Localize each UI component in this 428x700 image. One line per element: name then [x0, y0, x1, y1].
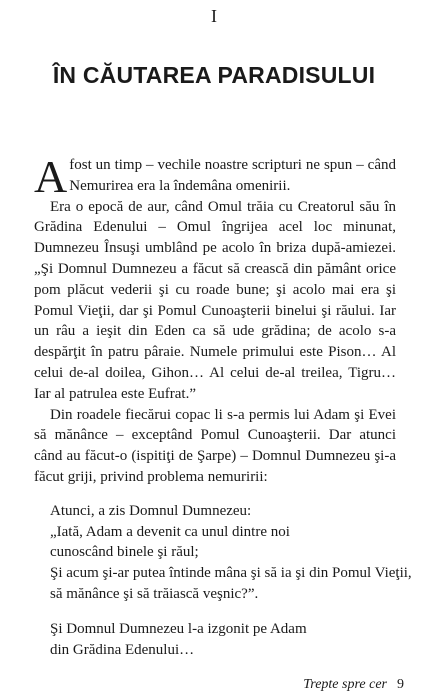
drop-cap: A — [34, 151, 68, 202]
closing-line: din Grădina Edenului… — [50, 641, 195, 658]
paragraph-2: Era o epocă de aur, când Omul trăia cu Creatorul său în Grădina Edenului – Omul îngrijea acel loc minunat, Dumnezeu Însuşi umblând pe acolo în briza după-amiezei. „Şi Domnul Dumnezeu a făcut să crească din pământ orice pom plăcut vederii şi cu roade bune; şi acolo mai era şi Pomul Vieţii, dar şi Pomul Cunoaşterii binelui şi răului. Iar un râu a ieşit din Eden ca să ude grădina; de acolo s-a despărţit în patru pâraie. Numele primului este Pison… Al celui de-al doilea, Gihon… Al celui de-al treilea, Tigru… Iar al patrulea este Eufrat.” — [34, 198, 396, 402]
paragraph-1 — [34, 151, 396, 202]
scripture-quote — [50, 501, 412, 605]
body-text — [34, 151, 412, 660]
page-footer — [303, 677, 404, 693]
quote-line: cunoscând binele şi răul; — [50, 544, 199, 561]
closing-lines — [50, 619, 396, 661]
running-title: Trepte spre cer — [303, 677, 387, 692]
paragraph-3: Din roadele fiecărui copac li s-a permis lui Adam şi Evei să mănânce – exceptând Pomul Cunoaşterii. Dar atunci când au făcut-o (ispitiţi de Şarpe) – Domnul Dumnezeu şi-a făcut griji, privind problema nemuririi: — [34, 406, 396, 485]
chapter-title: ÎN CĂUTAREA PARADISULUI — [52, 62, 376, 88]
quote-line: să mănânce şi să trăiască veşnic?”. — [50, 585, 259, 602]
page-number: 9 — [397, 677, 404, 692]
closing-line: Şi Domnul Dumnezeu l-a izgonit pe Adam — [50, 620, 307, 637]
quote-line: Atunci, a zis Domnul Dumnezeu: — [50, 502, 252, 519]
chapter-number: I — [211, 6, 217, 26]
quote-line: „Iată, Adam a devenit ca unul dintre noi — [50, 523, 290, 540]
paragraph-1-text: fost un timp – vechile noastre scripturi ne spun – când Nemurirea era la îndemâna omenirii. — [69, 157, 396, 194]
quote-line: Şi acum şi-ar putea întinde mâna şi să ia şi din Pomul Vieţii, — [50, 565, 412, 582]
